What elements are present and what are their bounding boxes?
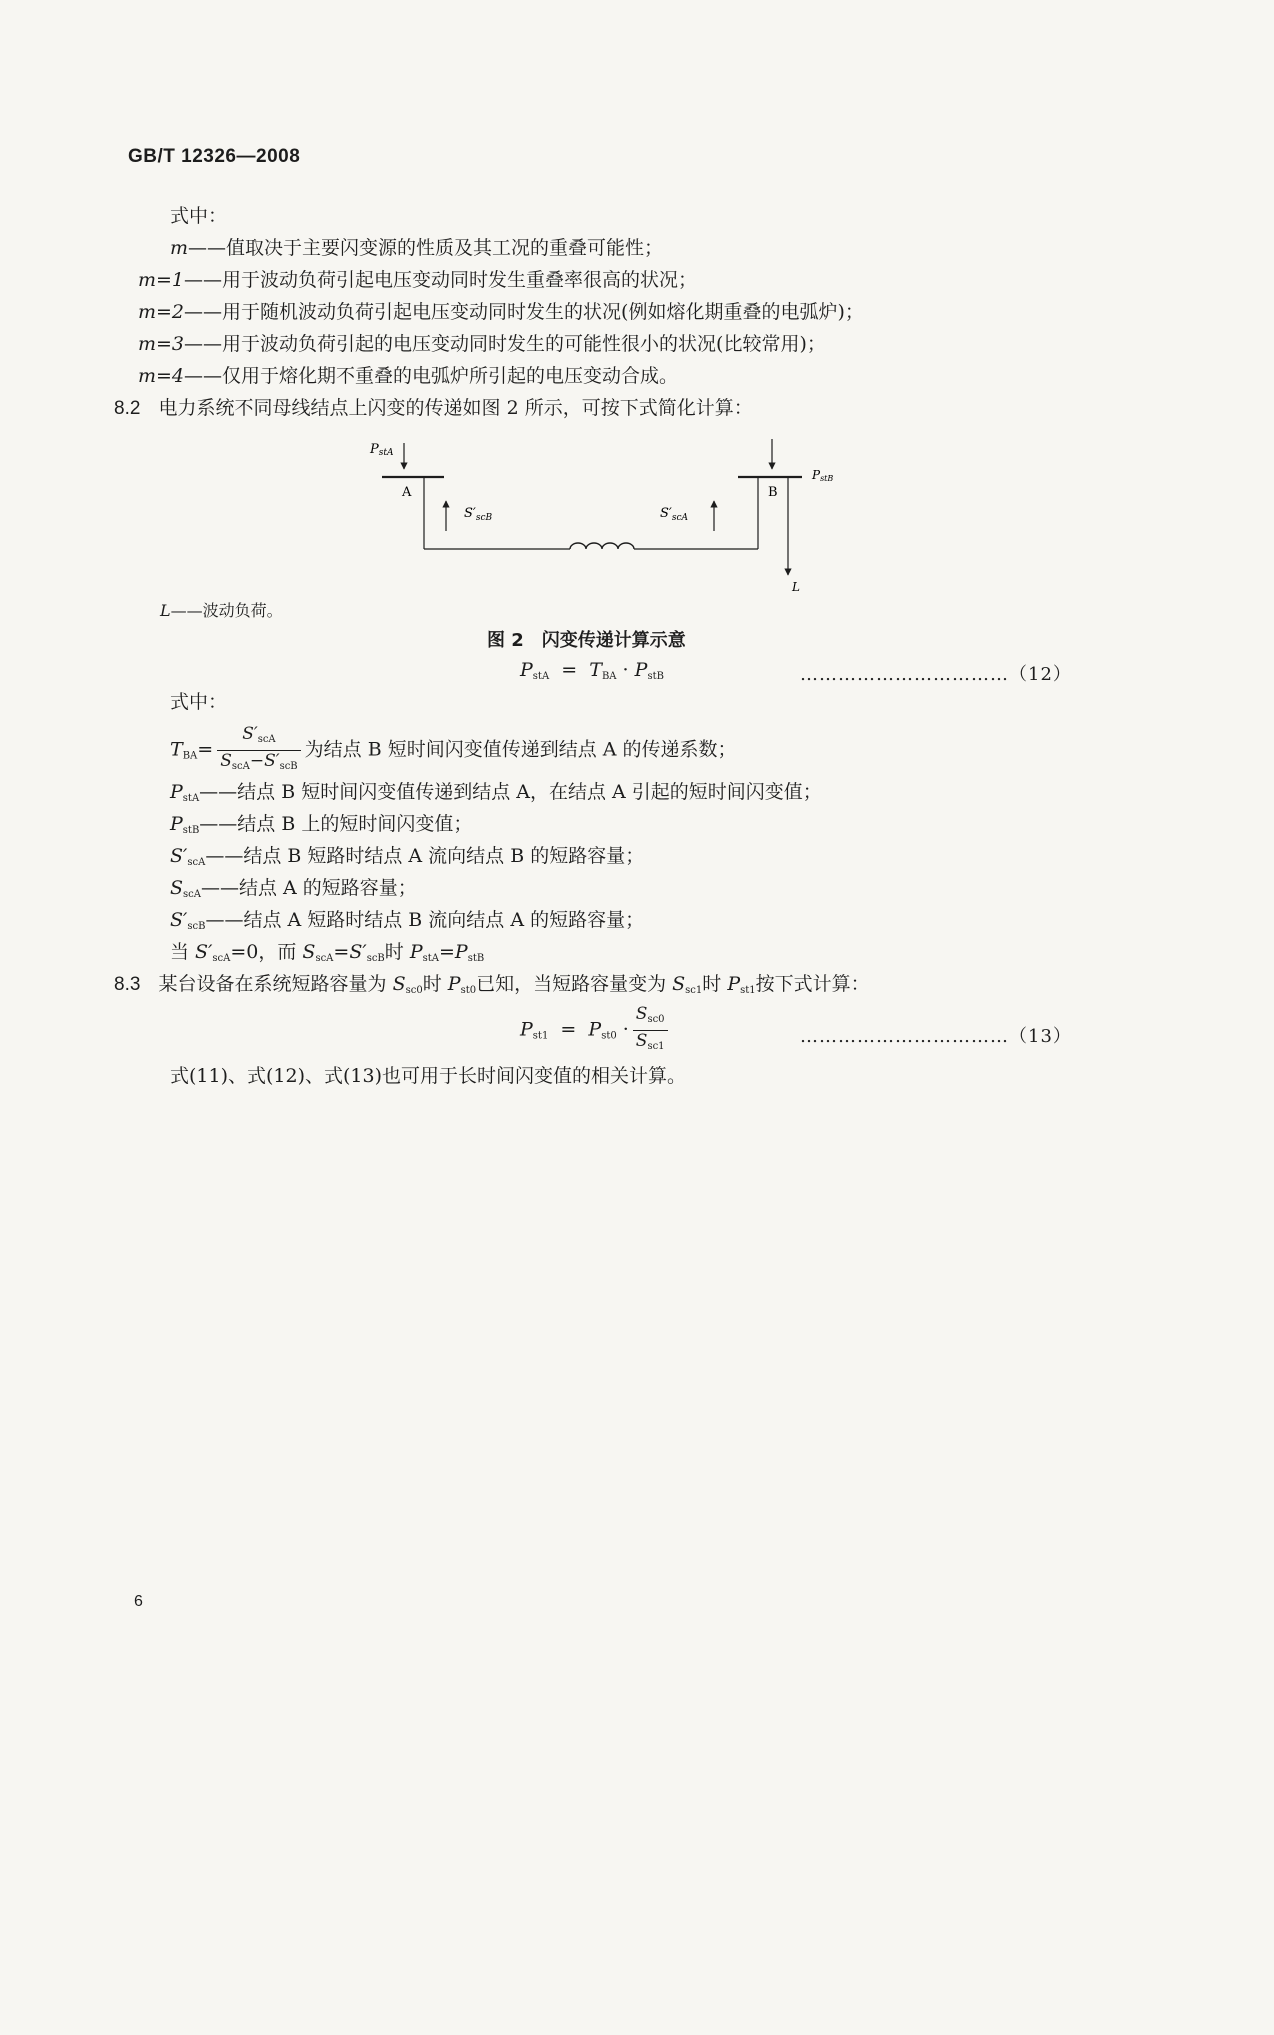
section-8-2 <box>114 396 753 421</box>
node-a-label: A <box>402 485 412 500</box>
t-ba-fraction: $\frac{S'_{scA}}{S_{scA}-S'_{scB}}$ <box>217 724 300 777</box>
s-scb-prime-desc: ——结点 A 短路时结点 B 流向结点 A 的短路容量； <box>205 909 645 931</box>
m-item-label: m=1 <box>138 269 185 291</box>
section-text: 已知，当短路容量变为 <box>476 973 673 995</box>
section-text: 某台设备在系统短路容量为 <box>158 973 393 995</box>
p-stb-desc: ——结点 B 上的短时间闪变值； <box>199 813 473 835</box>
p-sta-desc: ——结点 B 短时间闪变值传递到结点 A，在结点 A 引起的短时间闪变值； <box>199 781 822 803</box>
s-scb-prime-definition: $S'_{scB}——$结点 A 短路时结点 B 流向结点 A 的短路容量； <box>170 909 645 932</box>
dash: —— <box>184 365 223 387</box>
cond-text: 时 <box>384 941 410 963</box>
s-sca-prime-definition: $S'_{scA}——$结点 B 短路时结点 A 流向结点 B 的短路容量； <box>170 845 645 868</box>
standard-number: GB/T 12326—2008 <box>128 146 301 167</box>
section-8-3: 8.3 某台设备在系统短路容量为 $S_{sc0}$时 $P_{st0}$已知，当短路容量变为 $S_{sc1}$时 $P_{st1}$按下式计算： <box>114 973 870 996</box>
page-number: 6 <box>134 1593 143 1610</box>
section-number: 8.2 <box>114 398 141 419</box>
s-sca-prime-desc: ——结点 B 短路时结点 A 流向结点 B 的短路容量； <box>205 845 645 867</box>
s-sca-definition: $S_{scA}——$结点 A 的短路容量； <box>170 877 417 900</box>
dash: —— <box>188 237 227 259</box>
s-sca-label: $S'_{scA}$ <box>660 506 689 523</box>
equation-13: $P_{st1} = P_{st0}$ · $\frac{S_{sc0}}{S_{sc1}}$ <box>520 1004 672 1057</box>
s-scb-label: $S'_{scB}$ <box>464 506 493 523</box>
cond-text: =0，而 <box>230 941 303 963</box>
where-label-2: 式中： <box>170 691 228 713</box>
m-item-text: 仅用于熔化期不重叠的电弧炉所引起的电压变动合成。 <box>222 365 679 387</box>
legend-symbol: L <box>160 601 171 620</box>
section-number: 8.3 <box>114 974 141 995</box>
ssc-fraction: $\frac{S_{sc0}}{S_{sc1}}$ <box>633 1004 668 1057</box>
section-text: 时 <box>422 973 448 995</box>
equation-12-number: ……………………………（12） <box>800 664 1072 685</box>
dash: —— <box>184 333 223 355</box>
legend-text: ——波动负荷。 <box>170 601 283 620</box>
p-sta-label: PstA <box>370 442 394 458</box>
section-text: 按下式计算： <box>755 973 870 995</box>
load-label: L <box>792 580 800 594</box>
equation-13-number: ……………………………（13） <box>800 1026 1072 1047</box>
m-desc: 值取决于主要闪变源的性质及其工况的重叠可能性； <box>226 237 664 259</box>
m-item-1 <box>138 268 697 292</box>
m-item-text: 用于波动负荷引起电压变动同时发生重叠率很高的状况； <box>222 269 698 291</box>
dash: —— <box>184 269 223 291</box>
cond-text: 当 <box>170 941 196 963</box>
section-text: 时 <box>702 973 728 995</box>
figure-legend <box>160 598 283 621</box>
figure-caption: 图 2 闪变传递计算示意 <box>487 630 686 651</box>
m-item-label: m=3 <box>138 333 185 355</box>
p-stb-label: PstB <box>812 468 834 483</box>
m-definition <box>170 236 663 260</box>
node-b-label: B <box>768 485 778 500</box>
closing-note: 式(11)、式(12)、式(13)也可用于长时间闪变值的相关计算。 <box>170 1065 687 1087</box>
m-item-3 <box>138 332 826 356</box>
m-item-label: m=4 <box>138 365 185 387</box>
equation-12: $P_{stA} = T_{BA} \cdot P_{stB}$ <box>520 659 664 682</box>
t-ba-definition: $T_{BA}=$ $\frac{S'_{scA}}{S_{scA}-S'_{scB}}$ 为结点 B 短时间闪变值传递到结点 A 的传递系数； <box>170 724 737 777</box>
p-stb-definition: $P_{stB}——$结点 B 上的短时间闪变值； <box>170 813 473 836</box>
condition-line: 当 $S'_{scA}=0$，而 $S_{scA}=S'_{scB}$时 $P_{stA}=P_{stB}$ <box>170 941 485 964</box>
m-item-text: 用于随机波动负荷引起电压变动同时发生的状况(例如熔化期重叠的电弧炉)； <box>222 301 864 323</box>
section-text: 电力系统不同母线结点上闪变的传递如图 2 所示，可按下式简化计算： <box>158 397 753 419</box>
m-item-label: m=2 <box>138 301 185 323</box>
m-item-2 <box>138 300 864 324</box>
p-sta-definition: $P_{stA}——$结点 B 短时间闪变值传递到结点 A，在结点 A 引起的短时间闪变值； <box>170 781 822 804</box>
t-ba-desc: 为结点 B 短时间闪变值传递到结点 A 的传递系数； <box>304 738 737 761</box>
dash: —— <box>184 301 223 323</box>
m-item-text: 用于波动负荷引起的电压变动同时发生的可能性很小的状况(比较常用)； <box>222 333 826 355</box>
where-label: 式中： <box>170 205 228 227</box>
inductor-coil <box>570 543 634 549</box>
s-sca-desc: ——结点 A 的短路容量； <box>201 877 417 899</box>
m-symbol: m <box>170 237 189 259</box>
m-item-4 <box>138 364 678 388</box>
flicker-transfer-diagram <box>360 435 840 595</box>
